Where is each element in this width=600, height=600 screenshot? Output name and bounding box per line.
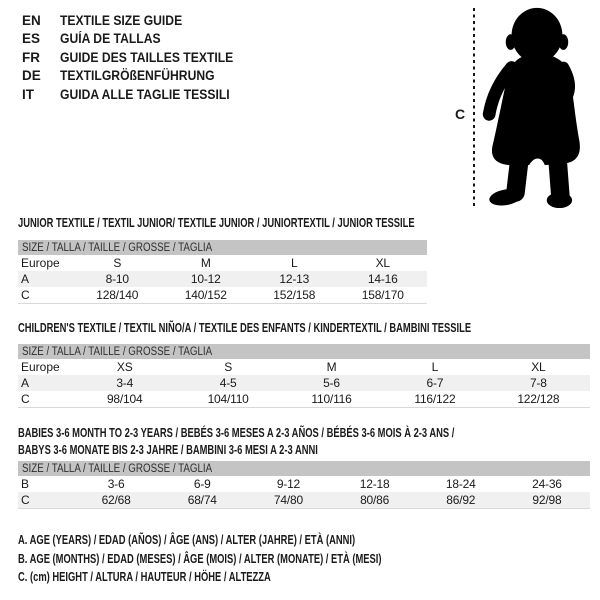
- table-cell: S: [113, 256, 122, 270]
- language-code: EN: [22, 12, 41, 28]
- language-row-fr: [22, 48, 253, 67]
- babies-size-table: [18, 461, 590, 509]
- table-cell: 74/80: [273, 493, 303, 507]
- table-cell: 86/92: [446, 493, 476, 507]
- children-size-table: [18, 344, 590, 408]
- row-label: Europe: [21, 360, 60, 374]
- table-cell: 12-13: [279, 272, 310, 286]
- table-row-height: [18, 391, 590, 407]
- table-row-age: [18, 271, 427, 287]
- toddler-silhouette-icon: [482, 5, 590, 210]
- table-row-height: [18, 287, 427, 303]
- table-cell: 104/110: [207, 392, 249, 406]
- table-cell: 18-24: [445, 477, 476, 491]
- language-code: ES: [22, 31, 41, 47]
- language-title: GUÍA DE TALLAS: [60, 31, 161, 47]
- size-header-text: SIZE / TALLA / TAILLE / GRÖSSE / TAGLIA: [22, 241, 213, 254]
- table-cell: 12-18: [359, 477, 390, 491]
- table-cell: XL: [531, 360, 546, 374]
- table-row-height: [18, 492, 590, 508]
- size-header-bar: [18, 240, 427, 255]
- section-title-text: CHILDREN'S TEXTILE / TEXTIL NIÑO/A / TEXTILE DES ENFANTS / KINDERTEXTIL / BAMBINI TESSILE: [18, 321, 472, 335]
- legend-notes: [18, 533, 503, 589]
- note-text: B. AGE (MONTHS) / EDAD (MESES) / ÂGE (MOIS) / ALTER (MONATE) / ETÀ (MESI): [18, 551, 382, 566]
- table-cell: M: [326, 360, 337, 374]
- table-cell: 110/116: [311, 392, 352, 406]
- row-label: A: [21, 272, 30, 286]
- language-row-it: [22, 85, 253, 104]
- table-cell: 140/152: [184, 288, 227, 302]
- table-cell: 158/170: [361, 288, 404, 302]
- size-header-text: SIZE / TALLA / TAILLE / GRÖSSE / TAGLIA: [22, 462, 213, 475]
- table-cell: 7-8: [529, 376, 547, 390]
- note-age-months: [18, 552, 503, 571]
- language-code: FR: [22, 49, 40, 65]
- table-cell: 152/158: [273, 288, 316, 302]
- table-row-europe: [18, 359, 590, 375]
- height-measure-label: C: [455, 106, 466, 122]
- language-code: IT: [22, 86, 34, 102]
- height-measure-dashed-line: [473, 8, 475, 206]
- table-cell: 122/128: [517, 392, 560, 406]
- table-cell: 62/68: [101, 493, 131, 507]
- table-cell: 5-6: [323, 376, 340, 390]
- note-height-cm: [18, 570, 503, 589]
- table-cell: 6-9: [193, 477, 211, 491]
- table-cell: 6-7: [426, 376, 444, 390]
- row-label: C: [21, 392, 30, 406]
- junior-section-title: [18, 216, 547, 230]
- table-cell: XL: [375, 256, 390, 270]
- table-cell: L: [431, 360, 439, 374]
- row-label: B: [21, 477, 30, 491]
- table-cell: 128/140: [96, 288, 139, 302]
- language-row-de: [22, 67, 253, 86]
- babies-section-title: [18, 426, 600, 460]
- table-cell: 3-6: [107, 477, 125, 491]
- table-cell: 80/86: [360, 493, 390, 507]
- language-list: [22, 11, 253, 104]
- table-cell: 68/74: [187, 493, 217, 507]
- table-cell: XS: [116, 360, 133, 374]
- language-row-en: [22, 11, 253, 30]
- size-header-bar: [18, 344, 590, 359]
- language-title: GUIDA ALLE TAGLIE TESSILI: [60, 86, 230, 102]
- table-cell: 24-36: [532, 477, 562, 491]
- section-title-text: JUNIOR TEXTILE / TEXTIL JUNIOR/ TEXTILE JUNIOR / JUNIORTEXTIL / JUNIOR TESSILE: [18, 216, 415, 230]
- size-header-text: SIZE / TALLA / TAILLE / GRÖSSE / TAGLIA: [22, 345, 213, 358]
- row-label: C: [21, 493, 30, 507]
- language-title: TEXTILGRÖßENFÜHRUNG: [60, 68, 215, 84]
- table-cell: 9-12: [276, 477, 301, 491]
- table-cell: S: [224, 360, 233, 374]
- children-section-title: [18, 321, 600, 335]
- table-row-europe: [18, 255, 427, 271]
- table-cell: 3-4: [116, 376, 134, 390]
- row-label: Europe: [21, 256, 60, 270]
- table-cell: L: [291, 256, 298, 270]
- note-text: A. AGE (YEARS) / EDAD (AÑOS) / ÂGE (ANS) / ALTER (JAHRE) / ETÀ (ANNI): [18, 533, 356, 547]
- table-cell: 10-12: [190, 272, 221, 286]
- table-cell: M: [200, 256, 211, 270]
- section-title-text: BABYS 3-6 MONATE BIS 2-3 JAHRE / BAMBINI 3-6 MESI A 2-3 ANNI: [18, 443, 318, 457]
- row-label: A: [21, 376, 30, 390]
- note-age-years: [18, 533, 503, 552]
- language-code: DE: [22, 68, 41, 84]
- table-cell: 116/122: [414, 392, 456, 406]
- size-header-bar: [18, 461, 590, 476]
- language-row-es: [22, 30, 253, 49]
- row-label: C: [21, 288, 30, 302]
- section-title-text: BABIES 3-6 MONTH TO 2-3 YEARS / BEBÉS 3-6 MESES A 2-3 AÑOS / BÉBÉS 3-6 MOIS À 2-3 ANS /: [18, 426, 455, 440]
- table-row-age: [18, 375, 590, 391]
- table-row-months: [18, 476, 590, 492]
- language-title: GUIDE DES TAILLES TEXTILE: [60, 49, 234, 65]
- junior-size-table: [18, 240, 427, 304]
- table-cell: 4-5: [219, 376, 237, 390]
- table-cell: 14-16: [367, 272, 398, 286]
- table-cell: 98/104: [106, 392, 143, 406]
- table-cell: 92/98: [532, 493, 562, 507]
- language-title: TEXTILE SIZE GUIDE: [60, 12, 183, 28]
- note-text: C. (cm) HEIGHT / ALTURA / HAUTEUR / HÖHE / ALTEZZA: [18, 570, 271, 584]
- table-cell: 8-10: [105, 272, 129, 286]
